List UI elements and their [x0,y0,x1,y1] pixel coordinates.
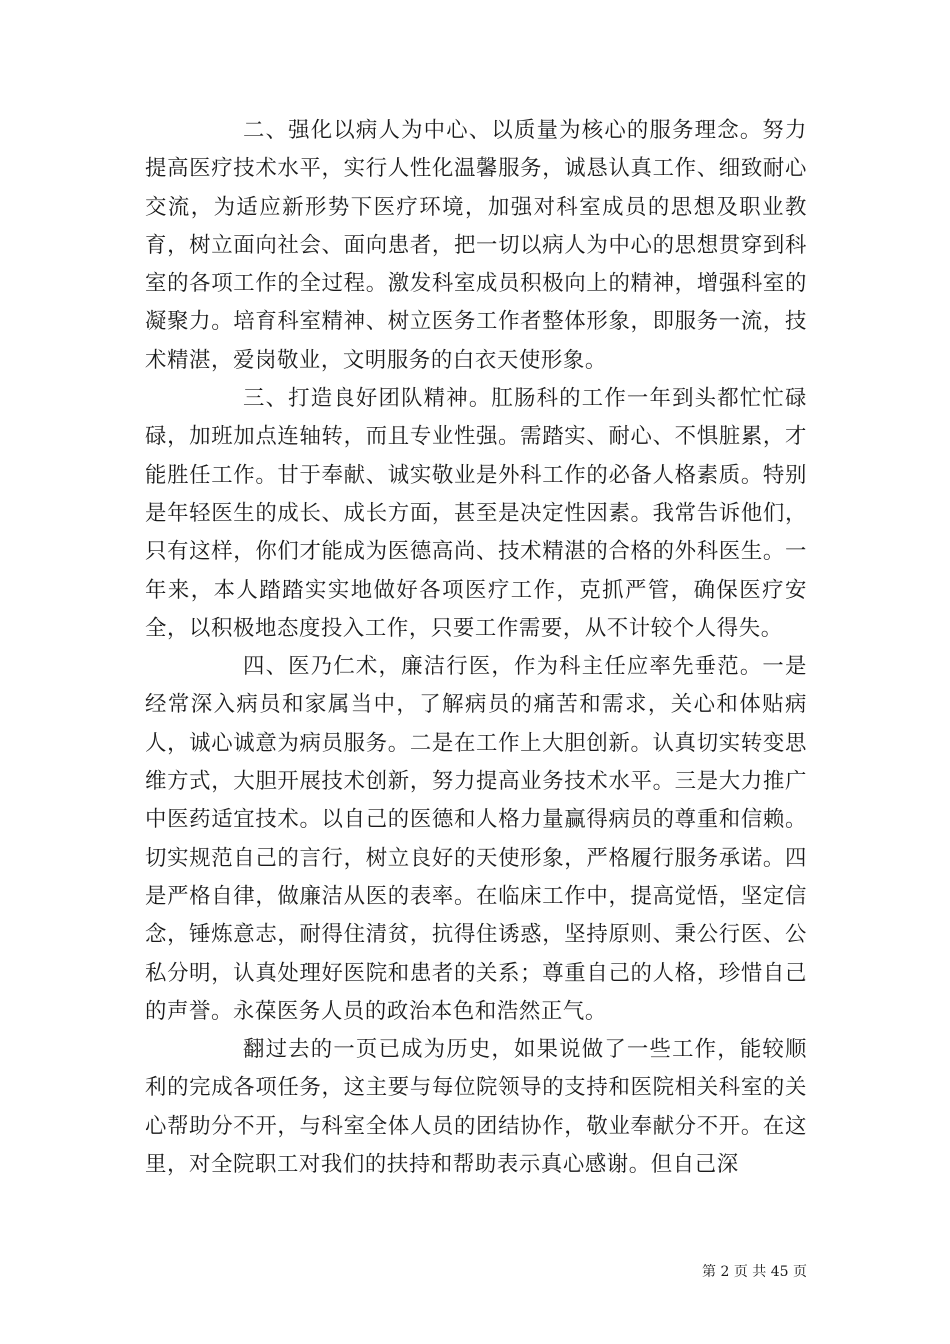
paragraph-service-philosophy: 二、强化以病人为中心、以质量为核心的服务理念。努力提高医疗技术水平，实行人性化温馨服务，诚恳认真工作、细致耐心交流，为适应新形势下医疗环境，加强对科室成员的思想及职业教育，树立面向社会、面向患者，把一切以病人为中心的思想贯穿到科室的各项工作的全过程。激发科室成员积极向上的精神，增强科室的凝聚力。培育科室精神、树立医务工作者整体形象，即服务一流，技术精湛，爱岗敬业，文明服务的白衣天使形象。 [145,118,807,373]
paragraph-team-spirit: 三、打造良好团队精神。肛肠科的工作一年到头都忙忙碌碌，加班加点连轴转，而且专业性强。需踏实、耐心、不惧脏累，才能胜任工作。甘于奉献、诚实敬业是外科工作的必备人格素质。特别是年轻医生的成长、成长方面，甚至是决定性因素。我常告诉他们，只有这样，你们才能成为医德高尚、技术精湛的合格的外科医生。一年来，本人踏踏实实地做好各项医疗工作，克抓严管，确保医疗安全，以积极地态度投入工作，只要工作需要，从不计较个人得失。 [145,386,807,641]
page-number-footer: 第 2 页 共 45 页 [702,1264,807,1280]
paragraph-integrity: 四、医乃仁术，廉洁行医，作为科主任应率先垂范。一是经常深入病员和家属当中，了解病员的痛苦和需求，关心和体贴病人，诚心诚意为病员服务。二是在工作上大胆创新。认真切实转变思维方式，大胆开展技术创新，努力提高业务技术水平。三是大力推广中医药适宜技术。以自己的医德和人格力量赢得病员的尊重和信赖。切实规范自己的言行，树立良好的天使形象，严格履行服务承诺。四是严格自律，做廉洁从医的表率。在临床工作中，提高觉悟，坚定信念，锤炼意志，耐得住清贫，抗得住诱惑，坚持原则、秉公行医、公私分明，认真处理好医院和患者的关系；尊重自己的人格，珍惜自己的声誉。永葆医务人员的政治本色和浩然正气。 [145,654,807,1024]
document-body [145,112,807,1184]
paragraph-acknowledgement: 翻过去的一页已成为历史，如果说做了一些工作，能较顺利的完成各项任务，这主要与每位院领导的支持和医院相关科室的关心帮助分不开，与科室全体人员的团结协作，敬业奉献分不开。在这里，对全院职工对我们的扶持和帮助表示真心感谢。但自己深 [145,1037,807,1178]
